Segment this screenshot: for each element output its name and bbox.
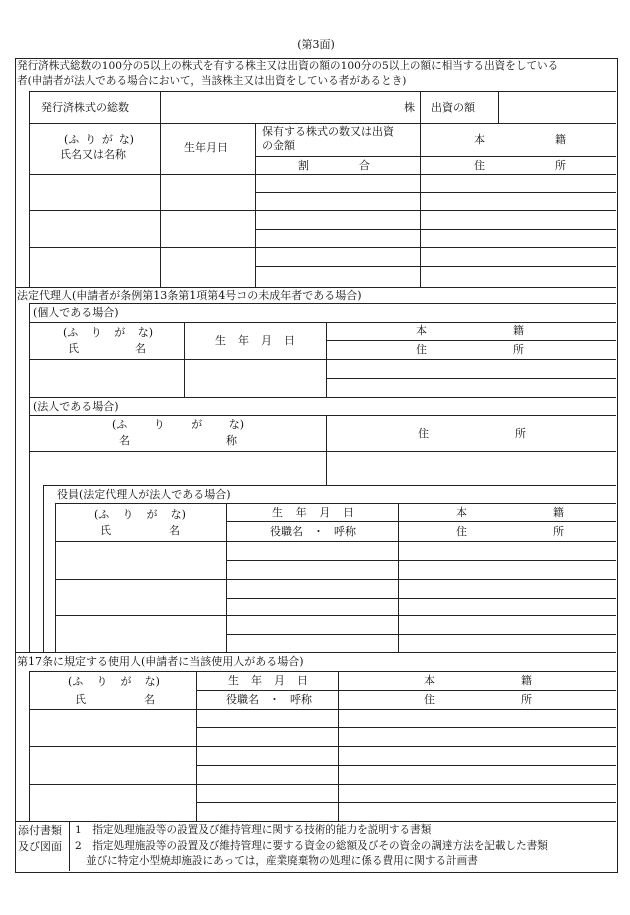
shareholder-jusho-label: 住 所 bbox=[474, 159, 566, 172]
employee-position-label: 役職名 ・ 呼称 bbox=[226, 693, 312, 706]
shareholder-name-label: 氏名又は名称 bbox=[60, 148, 126, 161]
section1-heading-line2: 者(申請者が法人である場合において，当該株主又は出資をしている者があるとき) bbox=[17, 75, 407, 87]
officers-heading: 役員(法定代理人が法人である場合) bbox=[57, 488, 231, 501]
attachment-item-2-line2: 並びに特定小型焼却施設にあっては，産業廃棄物の処理に係る費用に関する計画書 bbox=[86, 855, 478, 867]
held-shares-label-1: 保有する株式の数又は出資 bbox=[262, 125, 394, 138]
page-number-label: (第3面) bbox=[297, 38, 335, 51]
rep-jusho-label: 住 所 bbox=[416, 343, 524, 356]
section2-heading: 法定代理人(申請者が条例第13条第1項第4号コの未成年者である場合) bbox=[17, 289, 362, 302]
employee-name-label: 氏 名 bbox=[75, 693, 155, 706]
attachment-item-1: 1 指定処理施設等の設置及び維持管理に関する技術的能力を説明する書類 bbox=[75, 824, 432, 836]
section1-heading-line1: 発行済株式総数の100分の5以上の株式を有する株主又は出資の額の100分の5以上の額に相当する出資をしている bbox=[17, 60, 559, 72]
rep-honseki-label: 本 籍 bbox=[416, 324, 524, 337]
employee-honseki-label: 本 籍 bbox=[424, 674, 532, 687]
employee-birthdate-label: 生 年 月 日 bbox=[228, 674, 308, 687]
corporate-heading: (法人である場合) bbox=[33, 400, 119, 413]
employee-furigana-label: (ふ り が な) bbox=[68, 675, 160, 688]
rep-furigana-label: (ふ り が な) bbox=[63, 326, 153, 339]
attachments-label-line1: 添付書類 bbox=[18, 824, 62, 837]
officer-furigana-label: (ふ り が な) bbox=[94, 508, 186, 521]
employee-jusho-label: 住 所 bbox=[424, 693, 532, 706]
total-shares-label: 発行済株式の総数 bbox=[41, 101, 129, 114]
ratio-label: 割 合 bbox=[298, 159, 370, 172]
individual-heading: (個人である場合) bbox=[33, 306, 119, 319]
corp-furigana-label: (ふ り が な) bbox=[112, 418, 244, 431]
rep-name-label: 氏 名 bbox=[68, 342, 146, 355]
shares-unit: 株 bbox=[404, 101, 415, 114]
shareholder-furigana-label: (ふ り が な) bbox=[64, 133, 134, 146]
attachment-item-2-line1: 2 指定処理施設等の設置及び維持管理に要する資金の総額及びその資金の調達方法を記載した書類 bbox=[75, 840, 548, 852]
shareholder-honseki-label: 本 籍 bbox=[474, 133, 566, 146]
form-frame bbox=[15, 58, 618, 873]
officer-birthdate-label: 生 年 月 日 bbox=[272, 506, 354, 519]
shareholder-birthdate-label: 生年月日 bbox=[184, 141, 228, 154]
held-shares-label-2: の金額 bbox=[262, 139, 295, 152]
corp-jusho-label: 住 所 bbox=[418, 427, 526, 440]
attachments-label-line2: 及び図面 bbox=[18, 840, 62, 853]
officer-jusho-label: 住 所 bbox=[456, 525, 564, 538]
rep-birthdate-label: 生 年 月 日 bbox=[215, 334, 295, 347]
officer-name-label: 氏 名 bbox=[100, 524, 180, 537]
section3-heading: 第17条に規定する使用人(申請者に当該使用人がある場合) bbox=[17, 655, 304, 668]
capital-amount-label: 出資の額 bbox=[431, 101, 475, 114]
officer-honseki-label: 本 籍 bbox=[456, 506, 564, 519]
corp-meisho-label: 名 称 bbox=[119, 434, 237, 447]
officer-position-label: 役職名 ・ 呼称 bbox=[270, 525, 356, 538]
